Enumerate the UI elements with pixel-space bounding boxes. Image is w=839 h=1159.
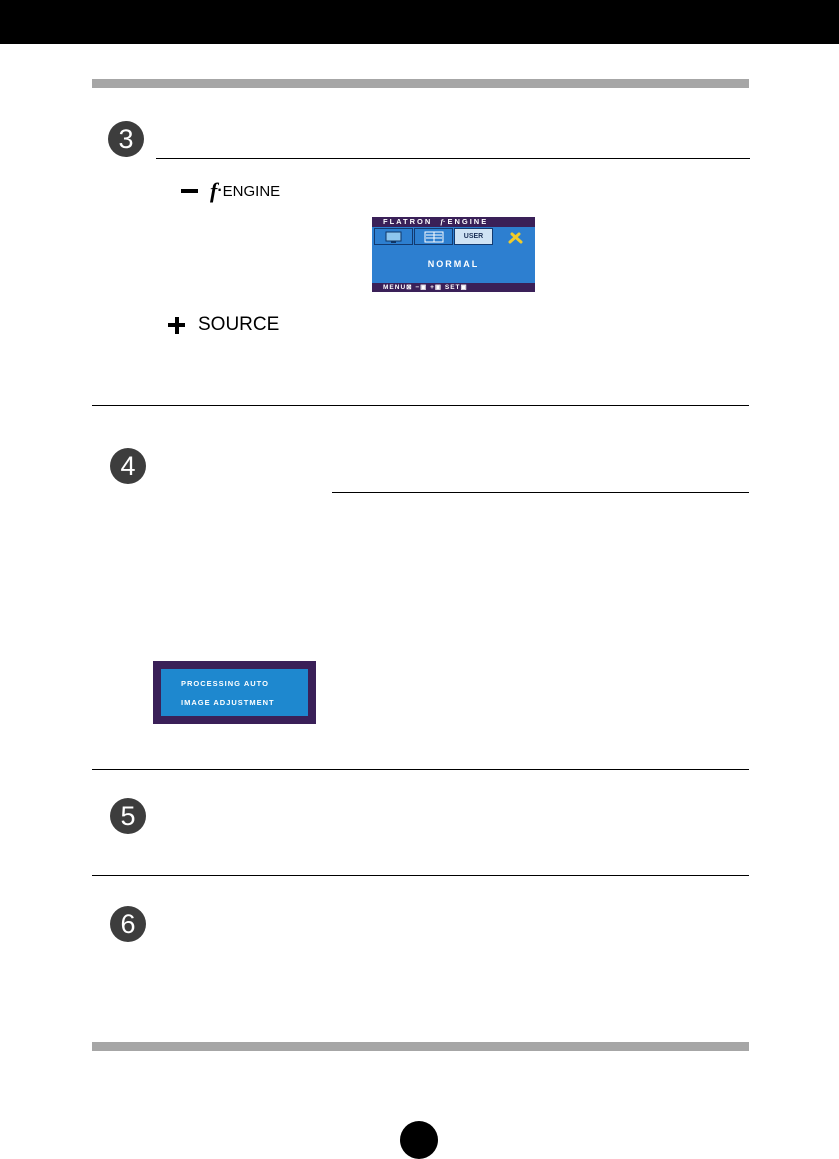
step-3-underline [156, 158, 750, 159]
processing-osd-panel [153, 661, 316, 724]
step-4-underline [332, 492, 749, 493]
source-key-row [168, 314, 279, 336]
osd-title-glyph: f [440, 217, 443, 226]
osd-tab-movie [374, 228, 413, 245]
step-3-number: 3 [108, 121, 144, 157]
plus-icon [168, 317, 185, 334]
osd-mode-label: NORMAL [427, 259, 480, 269]
fengine-osd-panel [372, 217, 535, 292]
fengine-key-label: ENGINE [222, 182, 281, 200]
osd-tab-user: USER [454, 228, 493, 245]
monitor-icon [384, 231, 404, 243]
step-6-number: 6 [110, 906, 146, 942]
source-key-label: SOURCE [198, 314, 280, 335]
top-gray-bar [92, 79, 749, 88]
tools-icon [508, 231, 524, 244]
bottom-gray-bar [92, 1042, 749, 1051]
processing-osd-inner [161, 669, 308, 716]
f-engine-dot: · [217, 182, 223, 199]
page-number-badge [400, 1121, 438, 1159]
processing-line-2: IMAGE ADJUSTMENT [181, 698, 275, 707]
osd-footer-hint: MENU⊠ −▣ +▣ SET▣ [372, 283, 535, 292]
osd-title-suffix: ·ENGINE [442, 217, 489, 226]
osd-title-bar [372, 217, 535, 227]
section-divider-1 [92, 405, 749, 406]
section-divider-3 [92, 875, 749, 876]
text-grid-icon [423, 231, 445, 243]
fengine-key-row [181, 178, 280, 204]
osd-title-prefix: FLATRON [383, 217, 433, 226]
top-header-bar [0, 0, 839, 44]
section-divider-2 [92, 769, 749, 770]
f-engine-logo-glyph: f [210, 178, 218, 203]
processing-line-1: PROCESSING AUTO [181, 679, 269, 688]
step-5-number: 5 [110, 798, 146, 834]
minus-icon [181, 189, 198, 193]
osd-tab-text [414, 228, 453, 245]
step-4-number: 4 [110, 448, 146, 484]
